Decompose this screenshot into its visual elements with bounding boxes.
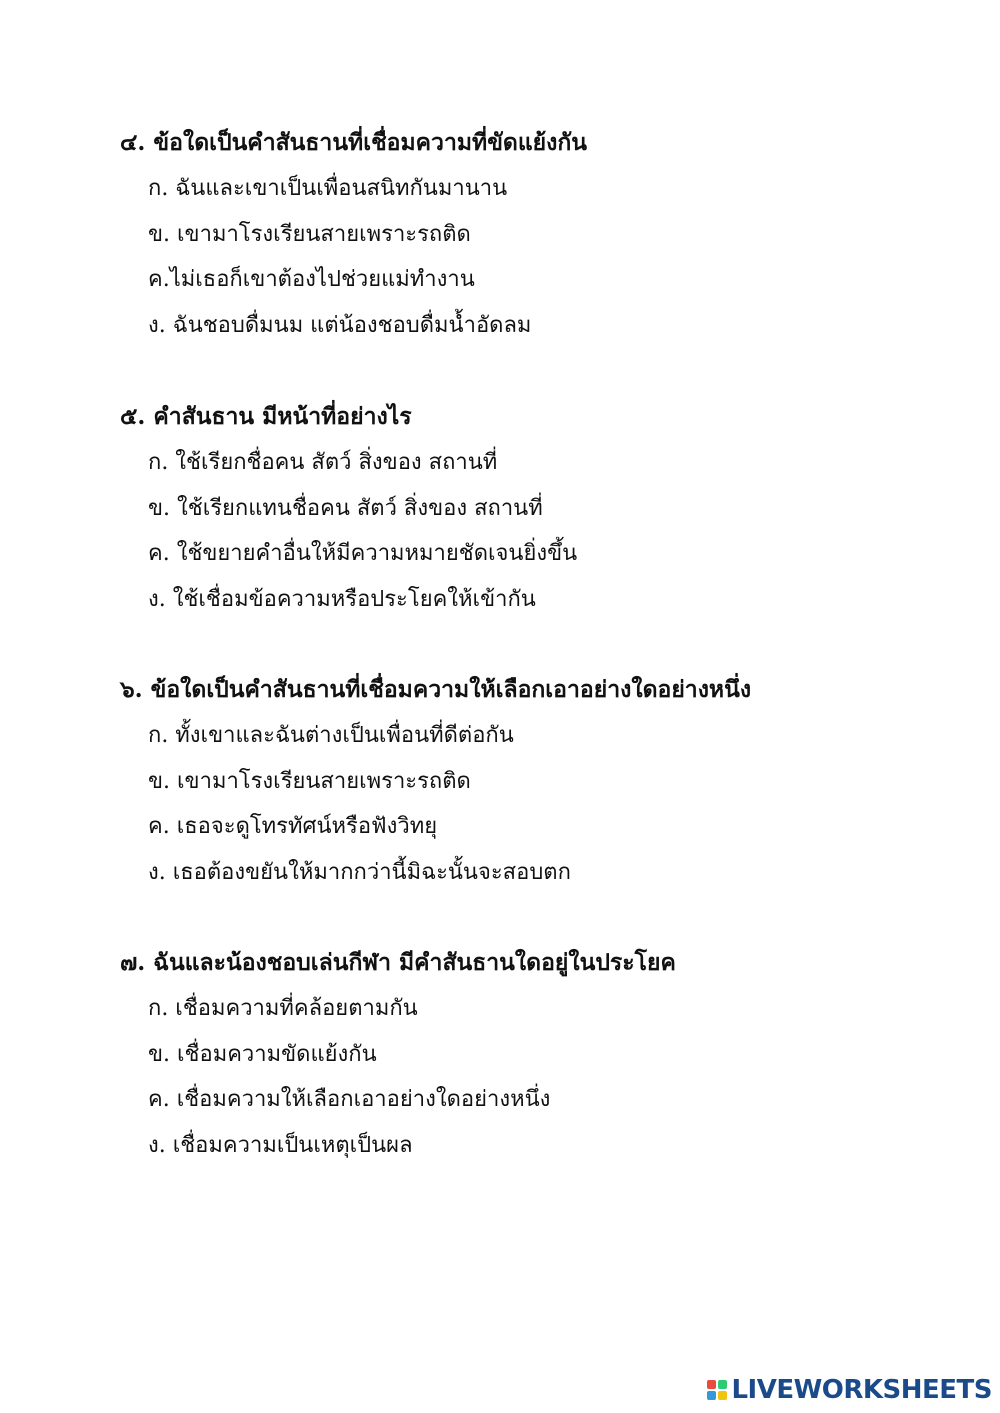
question-title: ๔. ข้อใดเป็นคำสันธานที่เชื่อมความที่ขัดแย้งกัน [120,129,588,156]
liveworksheets-logo[interactable] [706,1375,992,1405]
answer-option-d[interactable]: ง. ใช้เชื่อมข้อความหรือประโยคให้เข้ากัน [148,587,536,612]
answer-option-b[interactable]: ข. ใช้เรียกแทนชื่อคน สัตว์ สิ่งของ สถานที่ [148,496,543,521]
liveworksheets-logo-icon [706,1379,728,1401]
brand-name: LIVEWORKSHEETS [731,1375,992,1405]
answer-option-c[interactable]: ค. ใช้ขยายคำอื่นให้มีความหมายชัดเจนยิ่งขึ้น [148,541,578,566]
answer-option-b[interactable]: ข. เขามาโรงเรียนสายเพราะรถติด [148,769,471,794]
answer-option-a[interactable]: ก. ทั้งเขาและฉันต่างเป็นเพื่อนที่ดีต่อกัน [148,723,514,748]
question-title: ๗. ฉันและน้องชอบเล่นกีฬา มีคำสันธานใดอยู่ในประโยค [120,949,676,976]
answer-option-b[interactable]: ข. เชื่อมความขัดแย้งกัน [148,1042,377,1067]
answer-option-b[interactable]: ข. เขามาโรงเรียนสายเพราะรถติด [148,222,471,247]
answer-option-d[interactable]: ง. เชื่อมความเป็นเหตุเป็นผล [148,1133,413,1158]
answer-option-c[interactable]: ค.ไม่เธอก็เขาต้องไปช่วยแม่ทำงาน [148,267,475,292]
answer-option-a[interactable]: ก. ใช้เรียกชื่อคน สัตว์ สิ่งของ สถานที่ [148,450,498,475]
answer-option-a[interactable]: ก. เชื่อมความที่คล้อยตามกัน [148,996,418,1021]
question-title: ๖. ข้อใดเป็นคำสันธานที่เชื่อมความให้เลือกเอาอย่างใดอย่างหนึ่ง [120,676,752,703]
answer-option-c[interactable]: ค. เธอจะดูโทรทัศน์หรือฟังวิทยุ [148,814,438,839]
answer-option-d[interactable]: ง. เธอต้องขยันให้มากกว่านี้มิฉะนั้นจะสอบตก [148,860,571,885]
answer-option-d[interactable]: ง. ฉันชอบดื่มนม แต่น้องชอบดื่มน้ำอัดลม [148,313,532,338]
question-title: ๕. คำสันธาน มีหน้าที่อย่างไร [120,403,412,430]
answer-option-c[interactable]: ค. เชื่อมความให้เลือกเอาอย่างใดอย่างหนึ่ง [148,1087,551,1112]
answer-option-a[interactable]: ก. ฉันและเขาเป็นเพื่อนสนิทกันมานาน [148,176,508,201]
